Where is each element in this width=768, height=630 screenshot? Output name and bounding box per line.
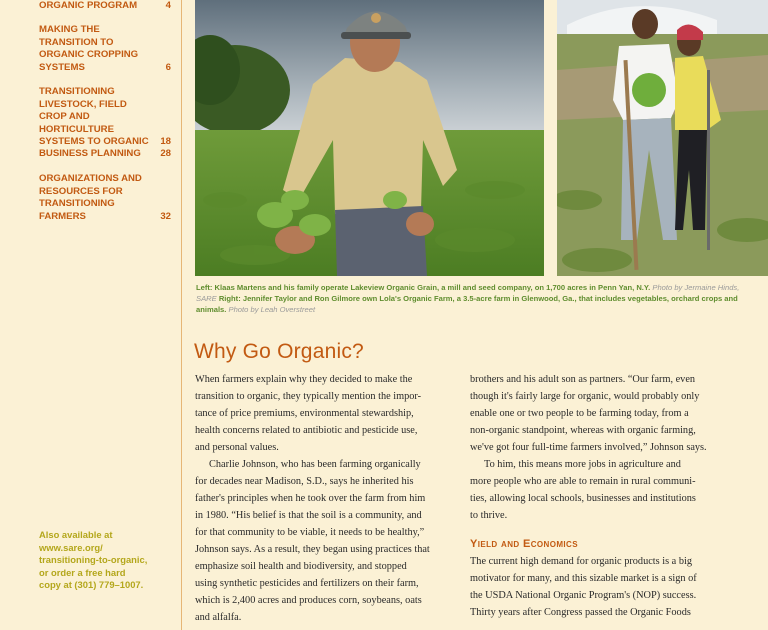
text-line: to thrive. [470, 510, 508, 521]
text-line: for decades near Madison, S.D., says he inherited his [195, 476, 414, 487]
paragraph [195, 371, 455, 456]
text-line: transition to organic, they typically mention the impor- [195, 391, 422, 402]
body-column-left [195, 371, 455, 626]
text-line: which is 2,400 acres and produces corn, soybeans, oats [195, 595, 422, 606]
paragraph [470, 371, 732, 456]
text-line: enable one or two people to be farming today, from a [470, 408, 689, 419]
toc-label: ORGANIZATIONS AND RESOURCES FOR TRANSITIONING FARMERS [39, 173, 142, 222]
text-line: When farmers explain why they decided to make the [195, 374, 413, 385]
toc-label: ORGANIC PROGRAM [39, 0, 138, 11]
paragraph [470, 553, 732, 621]
text-line: The current high demand for organic products is a big [470, 556, 692, 567]
text-line: Charlie Johnson, who has been farming organically [209, 459, 421, 470]
photo-farmer-illustration [195, 0, 544, 276]
text-line: brothers and his adult son as partners. “Our farm, even [470, 374, 696, 385]
toc-label: TRANSITIONING LIVESTOCK, FIELD CROP AND HORTICULTURE SYSTEMS TO ORGANIC [39, 86, 149, 148]
subsection-heading: Yield and Economics [470, 538, 578, 550]
text-line: and alfalfa. [195, 612, 242, 623]
paragraph [195, 456, 455, 626]
photo-couple-on-farm [557, 0, 768, 276]
availability-phone: copy at (301) 779–1007. [39, 579, 144, 591]
text-line: and personal values. [195, 442, 279, 453]
section-heading: Why Go Organic? [194, 340, 364, 363]
toc-label: MAKING THE TRANSITION TO ORGANIC CROPPING SYSTEMS [39, 24, 139, 73]
photo-couple-illustration [557, 0, 768, 276]
text-line: though it's fairly large for organic, would probably only [470, 391, 700, 402]
toc-item[interactable] [39, 24, 173, 74]
text-line: ties, allowing local schools, businesses and institutions [470, 493, 696, 504]
availability-url[interactable]: transitioning-to-organic, [39, 554, 148, 566]
text-line: motivator for many, and this sizable market is a sign of [470, 573, 697, 584]
text-line: using synthetic pesticides and fertilizers on their farm, [195, 578, 419, 589]
availability-url[interactable]: www.sare.org/ [39, 541, 103, 553]
body-column-right [470, 371, 732, 621]
toc-page-number: 6 [165, 61, 171, 73]
toc-item[interactable] [39, 173, 173, 223]
text-line: Thirty years after Congress passed the Organic Foods [470, 607, 691, 618]
availability-line: or order a free hard [39, 566, 126, 578]
availability-note [39, 529, 174, 592]
text-line: non-organic standpoint, whereas with organic farming, [470, 425, 696, 436]
availability-line: Also available at [39, 529, 113, 540]
toc-page-number: 32 [160, 210, 171, 222]
caption-left: Left: Klaas Martens and his family operate Lakeview Organic Grain, a mill and seed company, on 1,700 acres in Penn Yan, N.Y. [196, 283, 651, 292]
text-line: the USDA National Organic Program's (NOP) success. [470, 590, 697, 601]
caption-right-credit: Photo by Leah Overstreet [228, 305, 316, 315]
toc-item[interactable] [39, 86, 173, 149]
text-line: health concerns related to antibiotic and pesticide use, [195, 425, 418, 436]
text-line: tance of price premiums, environmental stewardship, [195, 408, 414, 419]
text-line: we've got four full-time farmers involved,” Johnson says. [470, 442, 707, 453]
text-line: father's principles when he took over the farm from him [195, 493, 426, 504]
text-line: more people who are able to remain in rural communi- [470, 476, 696, 487]
photo-caption [196, 282, 756, 316]
toc-page-number: 28 [160, 148, 171, 159]
toc-page-number: 4 [165, 0, 171, 11]
paragraph [470, 456, 732, 524]
toc-item[interactable] [39, 148, 173, 161]
text-line: in 1980. “His belief is that the soil is a community, and [195, 510, 422, 521]
toc-page-number: 18 [160, 136, 171, 148]
photo-farmer-in-field [195, 0, 544, 276]
sidebar-toc [0, 0, 182, 630]
toc-label: BUSINESS PLANNING [39, 148, 141, 159]
text-line: for that community to be viable, it needs to be healthy,” [195, 527, 425, 538]
text-line: To him, this means more jobs in agriculture and [484, 459, 681, 470]
caption-left-credit: Photo by Jermaine Hinds, SARE [196, 283, 740, 304]
text-line: Johnson says. As a result, they began using practices that [195, 544, 430, 555]
caption-right: Right: Jennifer Taylor and Ron Gilmore own Lola's Organic Farm, a 3.5-acre farm in Glenwood, Ga., that includes vegetables, orchard crops and animals. [196, 294, 738, 315]
toc-item[interactable] [39, 0, 173, 13]
text-line: emphasize soil health and biodiversity, and stopped [195, 561, 407, 572]
